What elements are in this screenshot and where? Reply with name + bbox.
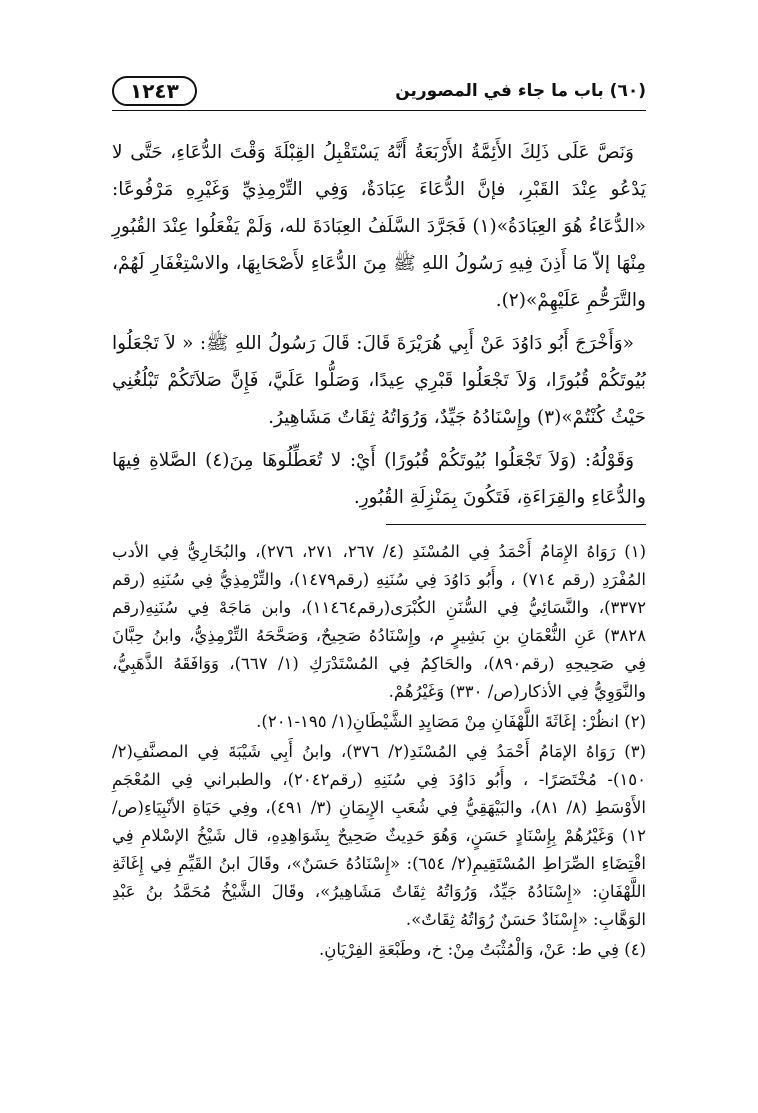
footnote: (١) رَوَاهُ الإِمَامُ أَحْمَدُ فِي المُسْنَدِ (٤/ ٢٦٧، ٢٧١، ٢٧٦)، والبُخَارِيُّ فِي الأدب المُفْرَدِ (رقم ٧١٤) ، وأَبُو دَاوُدَ فِي سُنَنِهِ (رقم١٤٧٩)، والتِّرْمِذِيُّ فِي سُنَنِهِ (رقم ٣٣٧٢)، والنَّسَائِيُّ فِي السُّنَنِ الكُبْرَى(رقم١١٤٦٤)، وابن مَاجَهْ فِي سُنَنِهِ(رقم ٣٨٢٨) عَنِ النُّعْمَانِ بنِ بَشِيرٍ م، وإِسْنَادُهُ صَحِيحٌ، وَصَحَّحَهُ التِّرْمِذِيُّ، وابنُ حِبَّانَ فِي صَحِيحِهِ (رقم٨٩٠)، والحَاكِمُ فِي المُسْتَدْرَكِ (١/ ٦٦٧)، وَوَافَقَهُ الذَّهَبِيُّ، والنَّوَوِيُّ فِي الأذكار(ص/ ٣٣٠) وَغَيْرُهُمْ. bbox=[112, 542, 647, 701]
body-paragraph: «وَأَخْرَجَ أَبُو دَاوُدَ عَنْ أَبِي هُرَيْرَةَ قَالَ: قَالَ رَسُولُ اللهِ ﷺ: « لاَ تَجْعَلُوا بُيُوتَكُمْ قُبُورًا، وَلاَ تَجْعَلُوا قَبْرِي عِيدًا، وَصَلُّوا عَلَيَّ، فَإِنَّ صَلاَتَكُمْ تَبْلُغُنِي حَيْثُ كُنْتُمْ»(٣) وإِسْنَادُهُ جَيِّدٌ، وَرُوَاتُهُ ثِقَاتٌ مَشَاهِيرُ. bbox=[112, 333, 646, 428]
body-paragraph: وَقَوْلُهُ: (وَلاَ تَجْعَلُوا بُيُوتَكُمْ قُبُورًا) أَيْ: لا تُعَطِّلُوهَا مِنَ(٤) الصَّلاةِ فِيهَا والدُّعَاءِ والقِرَاءَةِ، فَتَكُونَ بِمَنْزِلَةِ القُبُورِ. bbox=[112, 450, 646, 508]
footnote: (٣) رَوَاهُ الإمَامُ أَحْمَدُ فِي المُسْنَدِ(٢/ ٣٧٦)، وابنُ أَبِي شَيْبَةَ فِي المصنَّفِ(٢/ ١٥٠)- مُخْتَصَرًا- ، وأَبُو دَاوُدَ فِي سُنَنِهِ (رقم٢٠٤٢)، والطبراني فِي المُعْجَمِ الأَوْسَطِ (٨/ ٨١)، والبَيْهَقِيُّ فِي شُعَبِ الإِيمَانِ (٣/ ٤٩١)، وفِي حَيَاةِ الأنْبِيَاءِ(ص/ ١٢) وَغَيْرُهُمْ بِإِسْنَادٍ حَسَنٍ، وَهُوَ حَدِيثٌ صَحِيحٌ بِشَوَاهِدِهِ، قال شَيْخُ الإسْلامِ فِي اقْتِضَاءِ الصِّرَاطِ المُسْتَقِيمِ(٢/ ٦٥٤): «إِسْنَادُهُ حَسَنٌ»، وقَالَ ابنُ القَيِّمِ فِي إِغَاثَةِ اللَّهْفَانِ: «إِسْنَادُهُ جَيِّدٌ، وَرُوَاتُهُ ثِقَاتٌ مَشَاهِيرُ»، وقَالَ الشَّيْخُ مُحَمَّدُ بنُ عَبْدِ الوَهَّابِ: «إِسْنَادٌ حَسَنٌ رُوَاتُهُ ثِقَاتٌ». bbox=[112, 742, 646, 929]
page-header bbox=[112, 74, 646, 108]
main-text bbox=[112, 134, 646, 522]
footnote-divider bbox=[386, 524, 646, 525]
footnotes bbox=[112, 538, 646, 966]
chapter-title: (٦٠) باب ما جاء في المصورين bbox=[395, 81, 646, 101]
body-paragraph: وَنَصَّ عَلَى ذَلِكَ الأَئِمَّةُ الأَرْبَعَةُ أَنَّهُ يَسْتَقْبِلُ القِبْلَةَ وَقْتَ الدُّعَاءِ، حَتَّى لا يَدْعُو عِنْدَ القَبْرِ، فإنَّ الدُّعَاءَ عِبَادَةٌ، وَفِي التِّرْمِذِيِّ وَغَيْرِهِ مَرْفُوعًا: «الدُّعَاءُ هُوَ العِبَادَةُ»(١) فَجَرَّدَ السَّلَفُ العِبَادَةَ لله، وَلَمْ يَفْعَلُوا عِنْدَ القُبُورِ مِنْهَا إلاّ مَا أَذِنَ فِيهِ رَسُولُ اللهِ ﷺ مِنَ الدُّعَاءِ لأَصْحَابِهَا، والاسْتِغْفَارِ لَهُمْ، والتَّرَحُّمِ عَلَيْهِمْ»(٢). bbox=[112, 142, 646, 311]
page-number: ١٢٤٣ bbox=[112, 76, 197, 106]
footnote: (٤) فِي ط: عَنْ، وَالْمُثْبَتُ مِنْ: خ، وطَبْعَةِ الفِرْيَانِ. bbox=[318, 940, 646, 959]
header-divider bbox=[112, 110, 646, 111]
footnote: (٢) انظُرْ: إغَاثَةَ اللَّهْفَانِ مِنْ مَصَايِدِ الشَّيْطَانِ(١/ ١٩٥-٢٠١). bbox=[256, 712, 646, 731]
